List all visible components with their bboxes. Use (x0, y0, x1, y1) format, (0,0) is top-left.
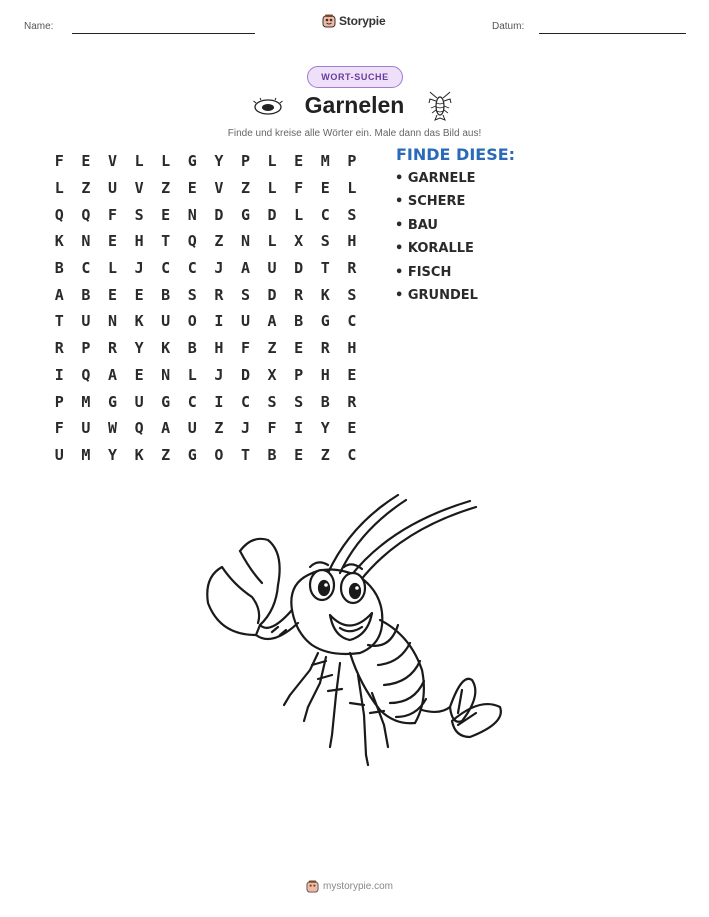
grid-cell[interactable]: N (107, 312, 117, 331)
grid-cell[interactable]: T (161, 232, 171, 251)
grid-cell[interactable]: V (107, 152, 117, 171)
grid-cell[interactable]: S (187, 285, 197, 304)
grid-cell[interactable]: E (294, 152, 304, 171)
grid-cell[interactable]: R (214, 285, 224, 304)
grid-cell[interactable]: F (240, 339, 250, 358)
grid-row (46, 201, 365, 228)
grid-cell[interactable]: B (320, 392, 330, 411)
grid-cell[interactable]: S (347, 285, 357, 304)
grid-cell[interactable]: Y (214, 152, 224, 171)
grid-cell[interactable]: P (81, 339, 91, 358)
grid-cell[interactable]: M (81, 392, 91, 411)
grid-cell[interactable]: B (187, 339, 197, 358)
grid-cell[interactable]: Q (134, 419, 144, 438)
grid-cell[interactable]: L (134, 152, 144, 171)
grid-cell[interactable]: C (81, 259, 91, 278)
grid-cell[interactable]: A (161, 419, 171, 438)
grid-cell[interactable]: Y (107, 445, 117, 464)
word-list-item: • FISCH (395, 264, 452, 280)
shrimp-coloring-illustration[interactable] (200, 485, 520, 780)
grid-cell[interactable]: Z (214, 232, 224, 251)
grid-cell[interactable]: F (107, 205, 117, 224)
grid-cell[interactable]: L (267, 179, 277, 198)
grid-cell[interactable]: E (107, 285, 117, 304)
grid-cell[interactable]: H (214, 339, 224, 358)
storypie-logo-icon (322, 14, 336, 28)
grid-cell[interactable]: E (347, 419, 357, 438)
grid-cell[interactable]: B (267, 445, 277, 464)
grid-cell[interactable]: Q (187, 232, 197, 251)
footer-url: mystorypie.com (323, 881, 394, 892)
grid-cell[interactable]: U (81, 419, 91, 438)
grid-cell[interactable]: E (347, 365, 357, 384)
grid-row (46, 442, 365, 469)
grid-cell[interactable]: E (294, 445, 304, 464)
word-list-item: • GARNELE (395, 171, 476, 186)
grid-cell[interactable]: L (107, 259, 117, 278)
grid-cell[interactable]: M (320, 152, 330, 171)
grid-cell[interactable]: V (134, 179, 144, 198)
name-label: Name: (24, 21, 54, 32)
grid-cell[interactable]: C (347, 312, 357, 331)
grid-cell[interactable]: S (240, 285, 250, 304)
date-line[interactable] (539, 33, 686, 34)
grid-cell[interactable]: W (107, 419, 117, 438)
grid-cell[interactable]: R (294, 285, 304, 304)
grid-cell[interactable]: N (161, 365, 171, 384)
grid-cell[interactable]: U (240, 312, 250, 331)
grid-cell[interactable]: G (320, 312, 330, 331)
grid-cell[interactable]: A (240, 259, 250, 278)
grid-row (46, 228, 365, 255)
grid-cell[interactable]: I (214, 312, 224, 331)
grid-cell[interactable]: E (320, 179, 330, 198)
grid-cell[interactable]: J (240, 419, 250, 438)
grid-row (46, 335, 365, 362)
grid-cell[interactable]: T (54, 312, 64, 331)
grid-row (46, 362, 365, 389)
grid-cell[interactable]: F (294, 179, 304, 198)
brand-logo (322, 14, 385, 28)
grid-cell[interactable]: S (294, 392, 304, 411)
letter-grid[interactable] (46, 148, 365, 468)
grid-cell[interactable]: J (134, 259, 144, 278)
grid-cell[interactable]: K (161, 339, 171, 358)
page-title: Garnelen (304, 92, 405, 118)
grid-cell[interactable]: L (161, 152, 171, 171)
grid-cell[interactable]: L (54, 179, 64, 198)
grid-cell[interactable]: C (187, 259, 197, 278)
grid-row (46, 308, 365, 335)
word-list (395, 171, 478, 311)
grid-cell[interactable]: G (107, 392, 117, 411)
grid-cell[interactable]: D (267, 205, 277, 224)
grid-cell[interactable]: Q (81, 365, 91, 384)
grid-cell[interactable]: J (214, 365, 224, 384)
grid-cell[interactable]: E (161, 205, 171, 224)
grid-cell[interactable]: R (347, 392, 357, 411)
grid-cell[interactable]: U (187, 419, 197, 438)
grid-cell[interactable]: L (294, 205, 304, 224)
grid-cell[interactable]: D (294, 259, 304, 278)
grid-cell[interactable]: X (267, 365, 277, 384)
grid-cell[interactable]: Z (161, 179, 171, 198)
grid-cell[interactable]: A (54, 285, 64, 304)
grid-row (46, 415, 365, 442)
grid-cell[interactable]: M (81, 445, 91, 464)
grid-cell[interactable]: L (267, 232, 277, 251)
grid-cell[interactable]: G (187, 152, 197, 171)
grid-cell[interactable]: H (347, 232, 357, 251)
grid-cell[interactable]: Z (267, 339, 277, 358)
grid-cell[interactable]: C (187, 392, 197, 411)
grid-cell[interactable]: L (347, 179, 357, 198)
grid-cell[interactable]: H (320, 365, 330, 384)
grid-cell[interactable]: F (54, 152, 64, 171)
grid-cell[interactable]: K (134, 312, 144, 331)
grid-cell[interactable]: S (134, 205, 144, 224)
word-list-item: • BAU (395, 217, 438, 233)
shrimp-icon (426, 91, 454, 121)
grid-cell[interactable]: S (320, 232, 330, 251)
grid-cell[interactable]: K (134, 445, 144, 464)
grid-cell[interactable]: I (54, 365, 64, 384)
grid-cell[interactable]: E (107, 232, 117, 251)
grid-cell[interactable]: T (320, 259, 330, 278)
grid-cell[interactable]: R (347, 259, 357, 278)
grid-row (46, 175, 365, 202)
grid-cell[interactable]: R (320, 339, 330, 358)
grid-cell[interactable]: N (81, 232, 91, 251)
grid-cell[interactable]: U (134, 392, 144, 411)
instructions-text: Finde und kreise alle Wörter ein. Male dann das Bild aus! (227, 128, 482, 139)
grid-cell[interactable]: Z (320, 445, 330, 464)
grid-cell[interactable]: G (240, 205, 250, 224)
grid-cell[interactable]: H (134, 232, 144, 251)
grid-cell[interactable]: B (81, 285, 91, 304)
grid-cell[interactable]: C (240, 392, 250, 411)
grid-cell[interactable]: C (161, 259, 171, 278)
grid-cell[interactable]: K (320, 285, 330, 304)
footer (306, 880, 393, 893)
grid-cell[interactable]: G (187, 445, 197, 464)
grid-cell[interactable]: P (294, 365, 304, 384)
grid-cell[interactable]: Z (81, 179, 91, 198)
word-list-item: • GRUNDEL (395, 287, 478, 303)
grid-cell[interactable]: S (347, 205, 357, 224)
grid-cell[interactable]: B (54, 259, 64, 278)
grid-cell[interactable]: D (267, 285, 277, 304)
word-list-item: • SCHERE (395, 194, 466, 210)
grid-row (46, 281, 365, 308)
grid-cell[interactable]: P (240, 152, 250, 171)
grid-cell[interactable]: Y (134, 339, 144, 358)
grid-cell[interactable]: Z (240, 179, 250, 198)
word-search-badge: WORT-SUCHE (307, 66, 403, 88)
grid-cell[interactable]: U (161, 312, 171, 331)
grid-cell[interactable]: V (214, 179, 224, 198)
grid-cell[interactable]: R (54, 339, 64, 358)
grid-cell[interactable]: H (347, 339, 357, 358)
grid-row (46, 148, 365, 175)
grid-cell[interactable]: C (320, 205, 330, 224)
grid-cell[interactable]: Q (54, 205, 64, 224)
grid-cell[interactable]: D (214, 205, 224, 224)
grid-cell[interactable]: A (267, 312, 277, 331)
grid-cell[interactable]: Q (81, 205, 91, 224)
grid-cell[interactable]: R (107, 339, 117, 358)
word-list-item: • KORALLE (395, 241, 474, 257)
grid-cell[interactable]: S (267, 392, 277, 411)
grid-cell[interactable]: F (54, 419, 64, 438)
grid-cell[interactable]: A (107, 365, 117, 384)
grid-cell[interactable]: C (347, 445, 357, 464)
grid-cell[interactable]: Z (214, 419, 224, 438)
grid-cell[interactable]: E (187, 179, 197, 198)
grid-cell[interactable]: D (240, 365, 250, 384)
brand-name: Storypie (339, 14, 386, 28)
grid-cell[interactable]: N (240, 232, 250, 251)
grid-cell[interactable]: K (54, 232, 64, 251)
grid-row (46, 255, 365, 282)
grid-cell[interactable]: F (267, 419, 277, 438)
grid-cell[interactable]: T (240, 445, 250, 464)
grid-cell[interactable]: U (81, 312, 91, 331)
grid-cell[interactable]: Z (161, 445, 171, 464)
grid-cell[interactable]: E (81, 152, 91, 171)
grid-cell[interactable]: E (294, 339, 304, 358)
grid-cell[interactable]: O (187, 312, 197, 331)
grid-cell[interactable]: I (214, 392, 224, 411)
grid-cell[interactable]: U (54, 445, 64, 464)
grid-cell[interactable]: I (294, 419, 304, 438)
name-line[interactable] (72, 33, 255, 34)
grid-cell[interactable]: U (267, 259, 277, 278)
grid-cell[interactable]: J (214, 259, 224, 278)
grid-cell[interactable]: E (134, 285, 144, 304)
date-label: Datum: (492, 21, 525, 32)
grid-cell[interactable]: G (161, 392, 171, 411)
grid-cell[interactable]: L (187, 365, 197, 384)
find-these-heading: FINDE DIESE: (396, 145, 516, 164)
grid-cell[interactable]: L (267, 152, 277, 171)
grid-cell[interactable]: E (134, 365, 144, 384)
grid-cell[interactable]: Y (320, 419, 330, 438)
grid-cell[interactable]: B (161, 285, 171, 304)
storypie-logo-icon (306, 880, 319, 893)
grid-cell[interactable]: P (347, 152, 357, 171)
grid-cell[interactable]: U (107, 179, 117, 198)
grid-cell[interactable]: X (294, 232, 304, 251)
grid-cell[interactable]: P (54, 392, 64, 411)
grid-cell[interactable]: N (187, 205, 197, 224)
grid-cell[interactable]: B (294, 312, 304, 331)
grid-cell[interactable]: O (214, 445, 224, 464)
grid-row (46, 388, 365, 415)
